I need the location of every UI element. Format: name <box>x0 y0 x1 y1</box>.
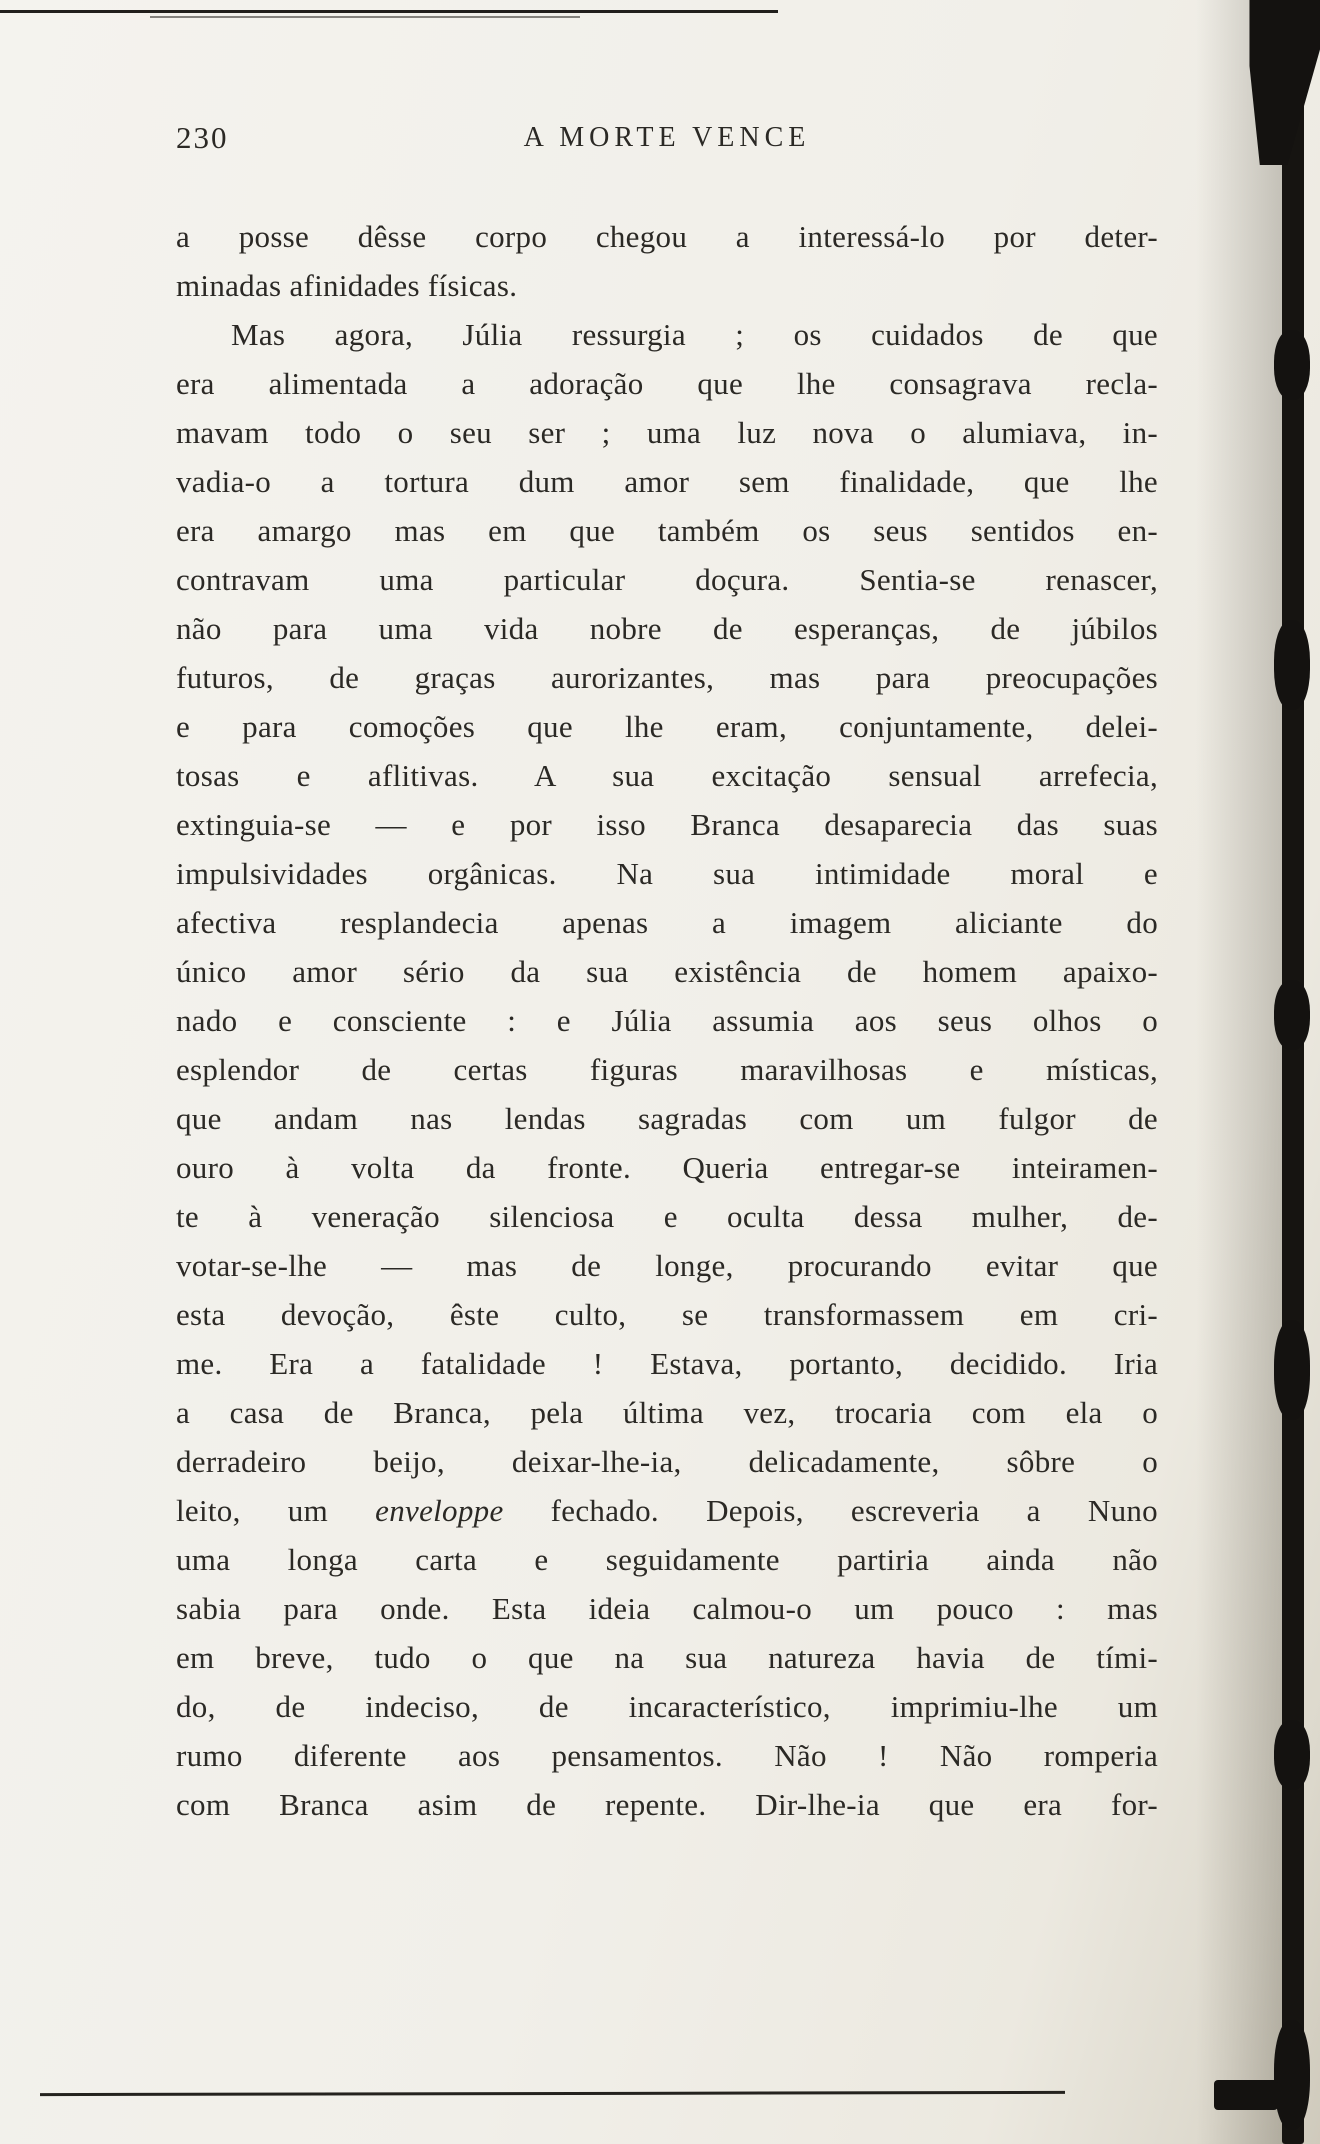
scan-artifact-top-right-blot <box>1234 0 1320 165</box>
scan-artifact-binding-blob <box>1274 1720 1310 1790</box>
text-line <box>176 1241 1158 1290</box>
scan-artifact-binding-blob <box>1274 980 1310 1050</box>
text-line <box>176 1633 1158 1682</box>
text-segment: rumo diferente aos pensamentos. Não ! Não romperia <box>176 1738 1158 1773</box>
text-segment: impulsividades orgânicas. Na sua intimidade moral e <box>176 856 1158 891</box>
text-segment: em breve, tudo o que na sua natureza havia de tími- <box>176 1640 1158 1675</box>
text-line <box>176 996 1158 1045</box>
text-segment: mavam todo o seu ser ; uma luz nova o alumiava, in- <box>176 415 1158 450</box>
text-segment: ouro à volta da fronte. Queria entregar-se inteiramen- <box>176 1150 1158 1185</box>
body-text <box>176 212 1158 1829</box>
scan-artifact-bottom-right-blot <box>1214 2080 1278 2110</box>
text-line <box>176 359 1158 408</box>
page-number: 230 <box>176 120 229 155</box>
text-segment: derradeiro beijo, deixar-lhe-ia, delicadamente, sôbre o <box>176 1444 1158 1479</box>
text-line <box>176 1731 1158 1780</box>
running-title: A MORTE VENCE <box>523 122 811 153</box>
scan-artifact-binding-blob <box>1274 620 1310 710</box>
text-line <box>176 702 1158 751</box>
text-segment: nado e consciente : e Júlia assumia aos seus olhos o <box>176 1003 1158 1038</box>
text-segment: a posse dêsse corpo chegou a interessá-lo por deter- <box>176 219 1158 254</box>
text-segment: me. Era a fatalidade ! Estava, portanto, decidido. Iria <box>176 1346 1158 1381</box>
text-line <box>176 212 1158 261</box>
text-line <box>176 1143 1158 1192</box>
text-line <box>176 849 1158 898</box>
text-segment: que andam nas lendas sagradas com um fulgor de <box>176 1101 1158 1136</box>
text-segment: sabia para onde. Esta ideia calmou-o um pouco : mas <box>176 1591 1158 1626</box>
scan-artifact-binding-blob <box>1274 1320 1310 1420</box>
page-header <box>176 118 1158 160</box>
text-line <box>176 1682 1158 1731</box>
text-segment: votar-se-lhe — mas de longe, procurando evitar que <box>176 1248 1158 1283</box>
text-segment: minadas afinidades físicas. <box>176 268 518 303</box>
text-line <box>176 604 1158 653</box>
text-line <box>176 1584 1158 1633</box>
scan-artifact-binding-strip <box>1282 0 1304 2144</box>
text-line <box>176 947 1158 996</box>
text-line <box>176 1437 1158 1486</box>
text-segment: a casa de Branca, pela última vez, trocaria com ela o <box>176 1395 1158 1430</box>
text-line <box>176 1486 1158 1535</box>
text-line <box>176 1535 1158 1584</box>
text-segment: esplendor de certas figuras maravilhosas e místicas, <box>176 1052 1158 1087</box>
text-segment: contravam uma particular doçura. Sentia-se renascer, <box>176 562 1158 597</box>
text-line <box>176 310 1158 359</box>
text-segment: futuros, de graças aurorizantes, mas para preocupações <box>176 660 1158 695</box>
text-segment: do, de indeciso, de incaracterístico, imprimiu-lhe um <box>176 1689 1158 1724</box>
scan-artifact-top-line <box>0 10 778 13</box>
text-segment: extinguia-se — e por isso Branca desaparecia das suas <box>176 807 1158 842</box>
text-segment: uma longa carta e seguidamente partiria ainda não <box>176 1542 1158 1577</box>
text-segment: tosas e aflitivas. A sua excitação sensual arrefecia, <box>176 758 1158 793</box>
scan-artifact-binding-shade <box>1196 0 1286 2144</box>
text-line <box>176 1339 1158 1388</box>
text-line <box>176 1045 1158 1094</box>
text-segment: e para comoções que lhe eram, conjuntamente, delei- <box>176 709 1158 744</box>
text-segment: fechado. Depois, escreveria a Nuno <box>503 1493 1158 1528</box>
text-line <box>176 506 1158 555</box>
text-line <box>176 1094 1158 1143</box>
text-line <box>176 1290 1158 1339</box>
text-segment: vadia-o a tortura dum amor sem finalidade, que lhe <box>176 464 1158 499</box>
text-segment: afectiva resplandecia apenas a imagem aliciante do <box>176 905 1158 940</box>
text-segment: te à veneração silenciosa e oculta dessa mulher, de- <box>176 1199 1158 1234</box>
text-segment: leito, um <box>176 1493 376 1528</box>
scan-artifact-binding-blob <box>1274 330 1310 400</box>
text-line <box>176 1388 1158 1437</box>
text-segment: não para uma vida nobre de esperanças, de júbilos <box>176 611 1158 646</box>
text-line <box>176 261 1158 310</box>
text-segment: com Branca asim de repente. Dir-lhe-ia que era for- <box>176 1787 1158 1822</box>
text-line <box>176 653 1158 702</box>
text-line <box>176 408 1158 457</box>
text-line <box>176 1192 1158 1241</box>
text-line <box>176 1780 1158 1829</box>
text-line <box>176 457 1158 506</box>
text-line <box>176 555 1158 604</box>
text-segment: único amor sério da sua existência de homem apaixo- <box>176 954 1158 989</box>
italic-word: enveloppe <box>375 1493 504 1528</box>
text-segment: era amargo mas em que também os seus sentidos en- <box>176 513 1158 548</box>
scan-artifact-binding-blob <box>1274 2020 1310 2130</box>
text-line <box>176 751 1158 800</box>
text-line <box>176 898 1158 947</box>
text-segment: esta devoção, êste culto, se transformassem em cri- <box>176 1297 1158 1332</box>
scan-artifact-top-line-2 <box>150 16 580 18</box>
text-segment: Mas agora, Júlia ressurgia ; os cuidados de que <box>231 317 1158 352</box>
scan-artifact-bottom-line <box>40 2091 1065 2096</box>
text-line <box>176 800 1158 849</box>
text-segment: era alimentada a adoração que lhe consagrava recla- <box>176 366 1158 401</box>
